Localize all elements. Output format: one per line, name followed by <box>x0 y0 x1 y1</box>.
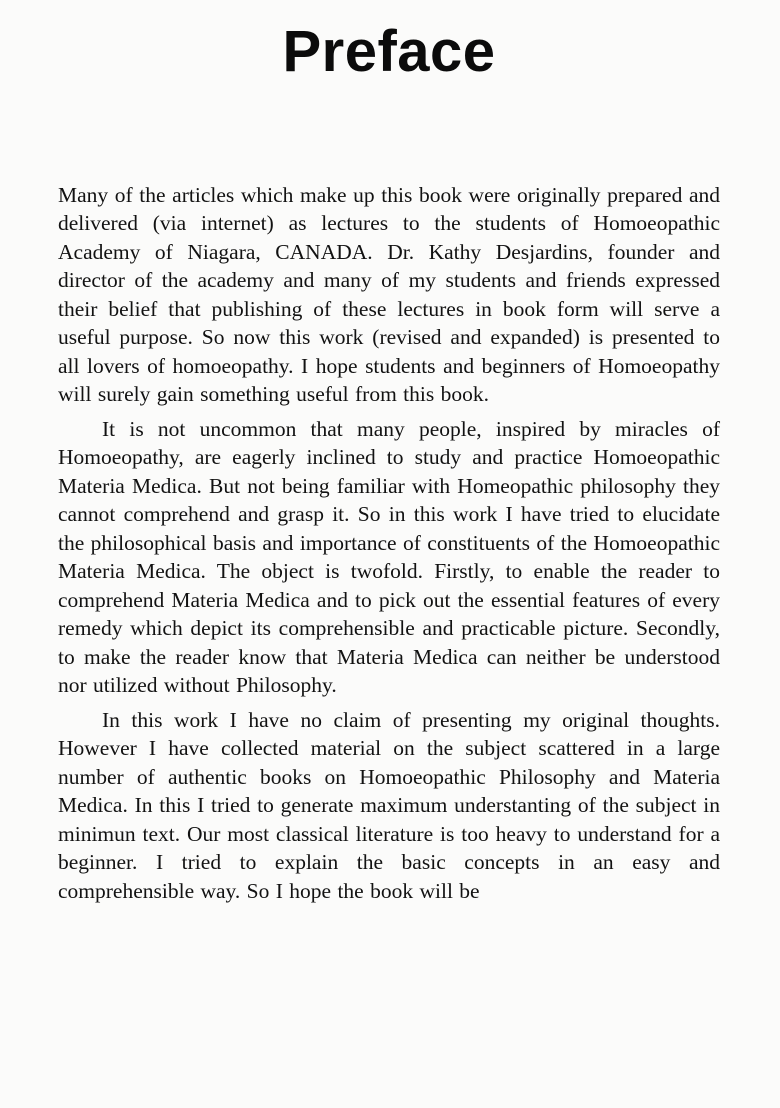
preface-body <box>58 181 720 906</box>
page-title: Preface <box>282 19 496 84</box>
paragraph: In this work I have no claim of presenting my original thoughts. However I have collected material on the subject scattered in a large number of authentic books on Homoeopathic Philosophy and Materia Medica. In this I tried to generate maximum understanting of the subject in minimun text. Our most classical literature is too heavy to understand for a beginner. I tried to explain the basic concepts in an easy and comprehensible way. So I hope the book will be <box>58 707 720 903</box>
paragraph: It is not uncommon that many people, inspired by miracles of Homoeopathy, are eagerly inclined to study and practice Homoeopathic Materia Medica. But not being familiar with Homeopathic philosophy they cannot comprehend and grasp it. So in this work I have tried to elucidate the philosophical basis and importance of constituents of the Homoeopathic Materia Medica. The object is twofold. Firstly, to enable the reader to comprehend Materia Medica and to pick out the essential features of every remedy which depict its comprehensible and practicable picture. Secondly, to make the reader know that Materia Medica can neither be understood nor utilized without Philosophy. <box>58 416 720 698</box>
paragraph: Many of the articles which make up this book were originally prepared and delivered (via internet) as lectures to the students of Homoeopathic Academy of Niagara, CANADA. Dr. Kathy Desjardins, founder and director of the academy and many of my students and friends expressed their belief that publishing of these lectures in book form will serve a useful purpose. So now this work (revised and expanded) is presented to all lovers of homoeopathy. I hope students and beginners of Homoeopathy will surely gain something useful from this book. <box>58 182 720 407</box>
